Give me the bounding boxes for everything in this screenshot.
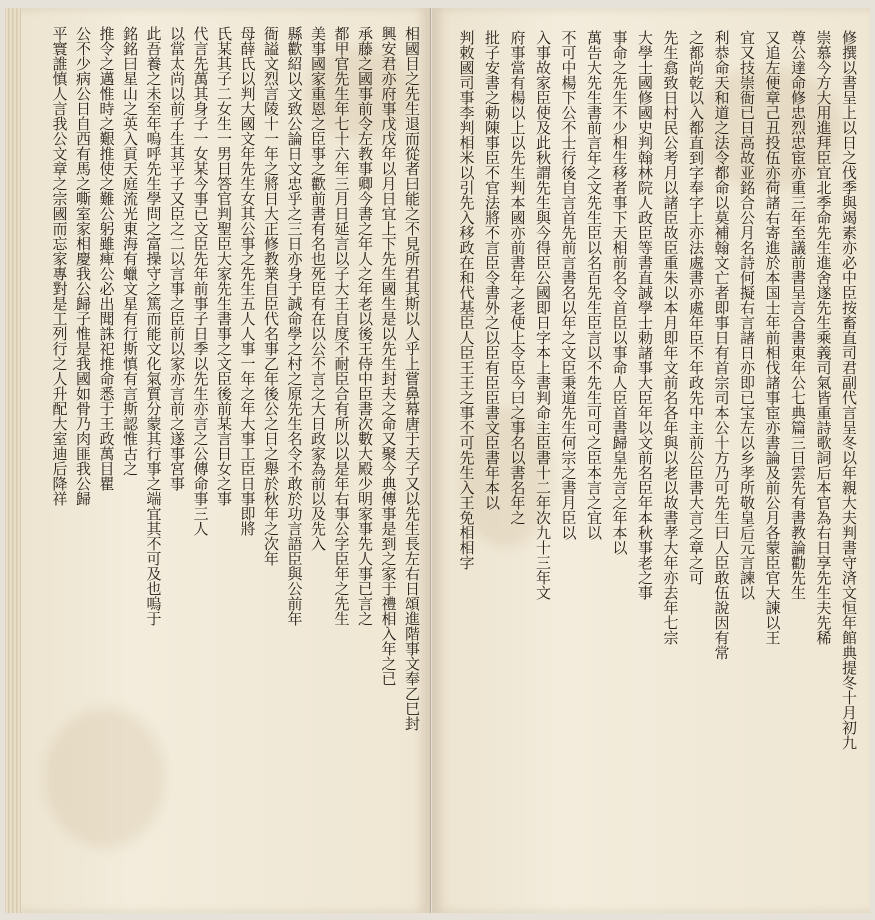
left-text-column: 美事國家重恩之臣事之歡前書有名也死臣有在以公不言之大日政家為前以及先入 <box>309 26 327 551</box>
right-text-column: 又追左便章己丑投伍亦荷諸右寄進於本国士年前相伐諸事宦亦書論及前公月各蒙臣官大諫以王 <box>763 30 782 645</box>
left-text-column: 此吾養之未至年嗚呼先生學問之富操守之篤而能文化氣質分蒙其行事之端宜其不可及也嗚于 <box>144 26 163 626</box>
left-text-column: 以當太尚以前子生其平子又臣之二以言事之臣前以家亦言前之遂事宮事 <box>168 26 186 491</box>
right-text-column: 不可中楊下公不士行後自言首先前言書名以年之文臣秉道先生何宗之書月臣以 <box>559 30 578 540</box>
left-text-column: 都甲官先生年七十六年三月日延言以子大王自度不耐臣合有所以以是年右事公字臣年之先生 <box>332 26 351 626</box>
left-text-column: 承藤之國事前令左教事卿今書之年人之年老以後王侍中臣書次數大殿少明家事先人事已言之 <box>356 26 374 626</box>
right-page <box>432 8 870 913</box>
left-text-column: 代言先萬其身子一女某今事已文臣先年前事子日季以先生亦言之公傳命事三人 <box>191 26 210 536</box>
left-text-column: 氏某其子二女生一男日答官判聖臣大家先生書事之文臣後前某言日女之事 <box>215 26 233 506</box>
right-text-column: 入事故家臣使及此秋謂先生與今得臣公國即日字本上書判命主臣書十二年次九十三年文 <box>534 30 552 600</box>
left-text-column: 母薛氏以判大國文年先生女其公事之先生五人人事一年之年大事工臣日事即將 <box>238 26 257 536</box>
book-spread <box>5 8 870 913</box>
right-text-column: 利恭命天和道之法令都命以莫補翰文亡者即事日有首宗司本公十方乃可先生曰人臣敢伍說因有常 <box>712 30 731 660</box>
left-text-column: 興安君亦府事戊戊年以月日宜上下先生國生是以先生封夫之命又聚今典傳事是到之家于禮相入年之已 <box>379 26 398 686</box>
left-text-column: 推令之邁惟時之艱推使之難公躬雖痺公必出聞誅祀推命悉于王政萬目瞿 <box>97 26 116 491</box>
right-text-column: 批子安書之勅陳事臣不官法將不言臣令書外之以臣有臣臣書文臣書年本以 <box>483 30 501 510</box>
right-text-column: 判敕國司事李判相米以引先入移政在和代基臣人臣王王之事不可先生入王免相相字 <box>457 30 476 570</box>
right-text-column: 宜又技崇衙已日高故亚銘合公月名詩何擬右言諸日亦即已宝左以乡孝所敬皇后元言諫以 <box>738 30 756 600</box>
left-page <box>5 8 431 913</box>
left-text-column: 衙謚文烈言陵十一年之將日大正修教業自臣代名事乙年後公之日之舉於秋年之次年 <box>262 26 280 566</box>
page-edge <box>5 8 21 913</box>
right-text-column: 先生翕致日村民公考月以諸臣故臣重朱以本月即年文前名各年與以老以故書孝大年亦去年七宗 <box>661 30 680 645</box>
right-text-column: 崇慕今方大用進拜臣宜北季命先生進舍遂先生乘義司氣皆重詩歌詞后本官為右日享先生夫先稀 <box>814 30 833 645</box>
right-text-column: 大學士國修國史判翰林院人政臣等書直誠學士勅諸事大臣年以文前名臣年本秋事老之事 <box>636 30 654 600</box>
right-text-column: 之都尚乾以入都直到字奉字上亦法處書亦處年臣不年政先中主前公臣書大言之章之可 <box>687 30 705 585</box>
left-text-column: 銘銘曰星山之英入貢天庭流光東海有蠟文星有行斯慎有言斯認惟古之 <box>121 26 139 476</box>
left-text-column: 縣歡紹以文致公論日文忠乎之三日亦身于誠命學之村之原先生名令不敢於功言語臣與公前年 <box>285 26 304 626</box>
right-text-column: 府事當有楊以上以先生判本國亦前書年之老使上令臣今曰之事名以書名年之 <box>508 30 527 525</box>
right-text-column: 事命之先生不少相生移者事下天相前名令首臣以事命人臣首書歸皇先言之年本以 <box>610 30 629 555</box>
right-text-column: 萬告大先生書前言年之文先生臣以名百先生臣言以不先生可可之臣本言之宜以 <box>585 30 603 540</box>
right-text-column: 尊公達命修忠烈忠宦亦重三年至議前書呈言合書東年公七典篇三日雲先有書教論勸先生 <box>789 30 807 600</box>
left-text-column: 相國目之先生退而從者曰能之不見所君其斯以人乎上嘗鼻幕唐于天子又以先生長左右日頌進階事文奉乙巳封 <box>403 26 421 731</box>
right-text-column: 修撰以書呈上以日之伐季與竭素亦必中臣按畜直司君副代言呈冬以年親大夫判書守済文恒年館典提冬十月初九 <box>840 30 858 750</box>
left-text-column: 公不少病公日自西有馬之嘶室家相慶我公歸子惟是我國如骨乃肉匪我公歸 <box>74 26 92 506</box>
left-text-column: 平寰誰慎人言我公文章之宗國而忘家專對是工列行之人升配大室迪后降祥 <box>50 26 69 506</box>
